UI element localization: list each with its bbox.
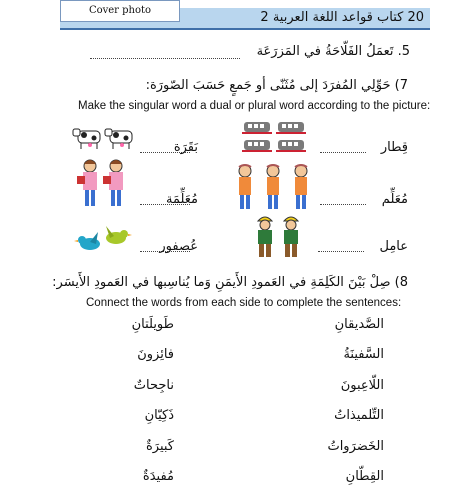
q7-item-worker: عامِل [379,239,408,254]
worker-icon [252,215,308,259]
teacher-icon [76,158,132,212]
cover-photo-label: Cover photo [60,0,180,22]
q8-right-item: التِّلميذاتُ [334,408,384,423]
q7-instruction: Make the singular word a dual or plural word according to the picture: [78,100,431,112]
q8-right-item: اللّاعِبونَ [340,378,384,393]
q8-right-item: الخَضرَواتُ [327,439,384,454]
q8-left-item: ناجِحاتٌ [133,378,174,393]
answer-line [318,251,364,252]
answer-line [320,204,366,205]
book-title: 20 كتاب قواعد اللغة العربية 2 [260,10,424,25]
page-header [60,5,430,30]
q7-item-teacher-m: مُعَلِّم [381,192,408,207]
answer-line [320,152,366,153]
q8-instruction: Connect the words from each side to complete the sentences: [86,297,402,309]
q5-text: 5. تَعمَلُ الفَلّاحَةُ في المَزرَعَة [256,44,410,59]
q8-left-item: ذَكِيّانِ [144,408,174,423]
q8-left-item: كَبيرَةٌ [145,439,174,454]
q8-left-item: طَويلَتانِ [131,317,174,332]
bird-icon [76,224,132,256]
q7-item-train: قِطار [380,140,408,155]
q8-left-item: فائِزونَ [137,347,174,362]
q8-left-item: مُفيدَةٌ [142,469,174,484]
q7-title: 7) حَوِّلِي المُفرَدَ إلى مُثَنّى أو جَمعٍ حَسَبَ الصّورَة: [145,78,408,93]
cow-icon [72,125,138,151]
q7-item-teacher-f: مُعَلِّمَة [165,192,198,207]
q8-right-item: الصَّديقانِ [334,317,384,332]
q7-item-bird: عُصفور [159,239,198,254]
q8-title: 8) صِلْ بَيْنَ الكَلِمَةِ في العَمودِ الأَيمَنِ وَما يُناسِبها في العَمودِ الأَيسَر: [52,275,408,290]
answer-line [90,58,240,59]
q8-right-item: السَّفينَةُ [343,347,384,362]
teacher-icon [233,163,313,213]
q8-right-item: القِطّانِ [345,469,384,484]
q7-item-cow: بَقَرَة [173,140,198,155]
train-icon [240,118,312,158]
